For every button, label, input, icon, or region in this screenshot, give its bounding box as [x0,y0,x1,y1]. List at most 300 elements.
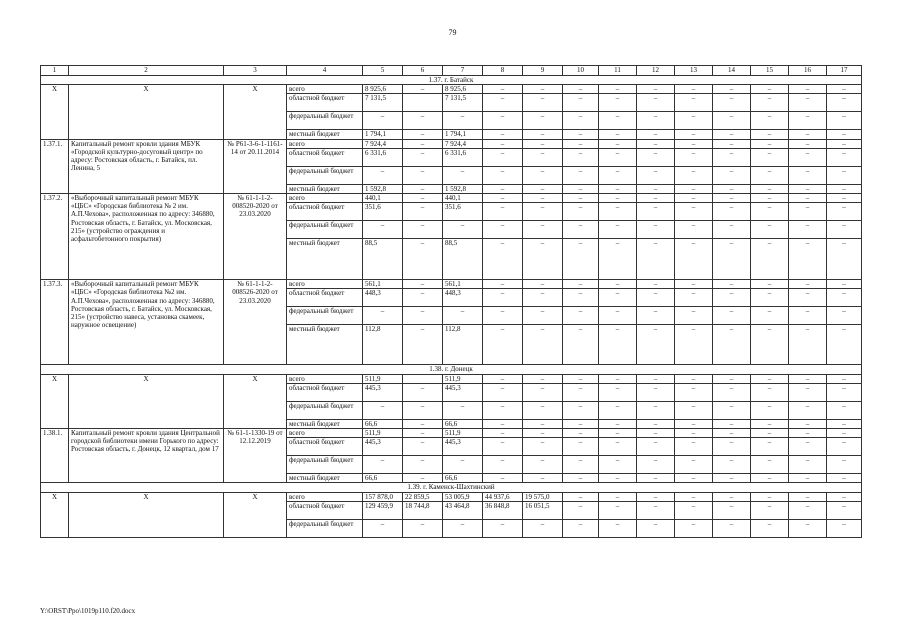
value-cell: – [403,419,443,428]
value-cell: 511,9 [363,374,403,383]
value-cell: – [599,139,637,148]
value-cell: 440,1 [443,194,483,203]
item-document: № 61-1-1-2-008520-2020 от 23.03.2020 [224,194,287,280]
value-cell: – [563,519,599,537]
value-cell: – [713,112,751,130]
value-cell: – [789,401,827,419]
value-cell: 112,8 [443,325,483,365]
value-cell: – [751,374,789,383]
value-cell: – [563,94,599,112]
value-cell: – [789,112,827,130]
value-cell: – [523,184,563,193]
value-cell: – [563,492,599,501]
value-cell: 448,3 [443,289,483,307]
value-cell: 66,6 [363,419,403,428]
value-cell: – [751,148,789,166]
value-cell: – [599,419,637,428]
value-cell: – [599,456,637,474]
value-cell: 7 131,5 [363,94,403,112]
value-cell: – [483,429,523,438]
value-cell: – [637,221,675,239]
value-cell: – [637,94,675,112]
value-cell: – [403,519,443,537]
value-cell: – [751,307,789,325]
x-mark: Х [69,374,224,428]
value-cell: – [599,519,637,537]
value-cell: – [403,429,443,438]
x-mark: Х [41,85,69,139]
value-cell: – [789,194,827,203]
column-header: 5 [363,66,403,76]
value-cell: – [403,194,443,203]
item-number: 1.37.1. [41,139,69,193]
value-cell: – [563,139,599,148]
budget-type-label: областной бюджет [287,438,363,456]
value-cell: – [599,401,637,419]
value-cell: – [363,519,403,537]
value-cell: – [523,374,563,383]
value-cell: – [599,148,637,166]
value-cell: 6 331,6 [443,148,483,166]
value-cell: – [675,130,713,139]
value-cell: – [751,419,789,428]
value-cell: 445,3 [443,383,483,401]
value-cell: – [637,501,675,519]
value-cell: – [675,166,713,184]
value-cell: – [789,289,827,307]
value-cell: – [403,456,443,474]
value-cell: – [483,519,523,537]
value-cell: – [523,85,563,94]
value-cell: – [563,166,599,184]
value-cell: – [483,456,523,474]
value-cell: – [675,325,713,365]
value-cell: – [637,474,675,483]
value-cell: 445,3 [363,383,403,401]
value-cell: – [483,325,523,365]
value-cell: – [713,130,751,139]
value-cell: – [751,429,789,438]
budget-type-label: областной бюджет [287,501,363,519]
value-cell: – [483,438,523,456]
value-cell: – [563,148,599,166]
value-cell: – [403,130,443,139]
budget-type-label: областной бюджет [287,383,363,401]
value-cell: – [827,374,862,383]
value-cell: – [827,221,862,239]
value-cell: – [523,307,563,325]
value-cell: – [483,239,523,280]
value-cell: – [751,519,789,537]
value-cell: 19 575,0 [523,492,563,501]
column-header: 11 [599,66,637,76]
value-cell: – [563,374,599,383]
value-cell: – [827,501,862,519]
value-cell: – [789,474,827,483]
value-cell: 112,8 [363,325,403,365]
value-cell: – [751,85,789,94]
value-cell: – [789,85,827,94]
value-cell: – [713,221,751,239]
value-cell: – [827,85,862,94]
x-mark: Х [41,492,69,537]
value-cell: – [563,203,599,221]
budget-type-label: областной бюджет [287,203,363,221]
value-cell: – [637,184,675,193]
value-cell: – [789,280,827,289]
value-cell: – [599,289,637,307]
value-cell: 157 878,0 [363,492,403,501]
column-header: 4 [287,66,363,76]
budget-type-label: федеральный бюджет [287,166,363,184]
value-cell: 16 051,5 [523,501,563,519]
value-cell: – [483,419,523,428]
value-cell: – [563,221,599,239]
column-header: 15 [751,66,789,76]
value-cell: – [827,94,862,112]
value-cell: – [789,203,827,221]
value-cell: – [789,429,827,438]
value-cell: – [637,130,675,139]
column-header: 3 [224,66,287,76]
value-cell: – [713,401,751,419]
budget-type-label: федеральный бюджет [287,307,363,325]
value-cell: – [827,474,862,483]
value-cell: – [713,148,751,166]
value-cell: – [637,148,675,166]
value-cell: – [713,374,751,383]
value-cell: – [675,519,713,537]
value-cell: – [827,194,862,203]
value-cell: – [675,438,713,456]
value-cell: 7 924,4 [363,139,403,148]
item-document: № 61-1-1330-19 от 12.12.2019 [224,429,287,483]
value-cell: – [483,148,523,166]
value-cell: – [403,474,443,483]
value-cell: – [403,239,443,280]
value-cell: 511,9 [363,429,403,438]
value-cell: – [483,184,523,193]
budget-row [41,429,862,438]
value-cell: – [675,456,713,474]
value-cell: – [403,203,443,221]
value-cell: – [789,419,827,428]
value-cell: – [563,456,599,474]
value-cell: – [637,203,675,221]
value-cell: – [713,519,751,537]
value-cell: – [637,374,675,383]
value-cell: – [713,438,751,456]
value-cell: – [483,374,523,383]
value-cell: – [599,280,637,289]
value-cell: – [637,383,675,401]
value-cell: – [827,438,862,456]
item-document: № Р61-3-6-1-1161-14 от 20.11.2014 [224,139,287,193]
value-cell: – [483,194,523,203]
value-cell: – [675,85,713,94]
value-cell: 43 464,8 [443,501,483,519]
value-cell: – [789,383,827,401]
value-cell: 44 937,6 [483,492,523,501]
value-cell: 561,1 [363,280,403,289]
value-cell: – [789,501,827,519]
column-header: 10 [563,66,599,76]
value-cell: – [403,148,443,166]
value-cell: – [523,239,563,280]
value-cell: – [789,456,827,474]
value-cell: – [675,501,713,519]
budget-type-label: федеральный бюджет [287,401,363,419]
column-header: 7 [443,66,483,76]
value-cell: 18 744,8 [403,501,443,519]
value-cell: – [637,401,675,419]
value-cell: – [637,492,675,501]
value-cell: – [713,325,751,365]
value-cell: – [483,307,523,325]
value-cell: – [563,239,599,280]
value-cell: – [789,519,827,537]
value-cell: 22 859,5 [403,492,443,501]
value-cell: – [523,474,563,483]
value-cell: – [675,307,713,325]
value-cell: – [675,112,713,130]
value-cell: – [363,456,403,474]
value-cell: – [483,401,523,419]
value-cell: – [713,194,751,203]
value-cell: – [523,280,563,289]
section-title: 1.38. г. Донецк [41,365,862,374]
section-title: 1.37. г. Батайск [41,76,862,85]
budget-type-label: федеральный бюджет [287,456,363,474]
item-number: 1.37.2. [41,194,69,280]
value-cell: – [675,203,713,221]
value-cell: – [523,419,563,428]
value-cell: – [789,438,827,456]
value-cell: – [563,383,599,401]
column-header: 6 [403,66,443,76]
value-cell: – [523,519,563,537]
value-cell: – [483,289,523,307]
value-cell: – [563,401,599,419]
value-cell: – [599,492,637,501]
budget-table [40,65,862,538]
value-cell: – [523,94,563,112]
budget-row [41,85,862,94]
value-cell: – [363,112,403,130]
value-cell: – [789,139,827,148]
value-cell: – [599,184,637,193]
value-cell: 351,6 [443,203,483,221]
value-cell: – [403,307,443,325]
item-description: Капитальный ремонт кровли здания Центральной городской библиотеки имени Горького по адресу: Ростовская область, г. Донецк, 12 квартал, дом 17 [69,429,224,483]
value-cell: – [637,85,675,94]
value-cell: – [443,307,483,325]
value-cell: – [599,203,637,221]
value-cell: – [523,383,563,401]
value-cell: – [523,139,563,148]
value-cell: – [599,438,637,456]
value-cell: – [713,280,751,289]
item-description: «Выборочный капитальный ремонт МБУК «ЦБС» «Городская библиотека №2 им. А.П.Чехова», расположенная по адресу: 346880, Ростовская область, г. Батайск, ул. Московская, 215» (устройство навеса, установка скамеек, наружное освещение) [69,280,224,365]
value-cell: 440,1 [363,194,403,203]
value-cell: – [827,289,862,307]
column-header: 14 [713,66,751,76]
value-cell: – [827,325,862,365]
value-cell: – [363,166,403,184]
value-cell: – [483,474,523,483]
value-cell: – [599,194,637,203]
value-cell [403,94,443,112]
value-cell: – [789,94,827,112]
value-cell: – [599,166,637,184]
value-cell: – [827,184,862,193]
value-cell: – [713,419,751,428]
column-header: 12 [637,66,675,76]
column-header: 13 [675,66,713,76]
budget-type-label: федеральный бюджет [287,519,363,537]
value-cell: 445,3 [363,438,403,456]
value-cell: – [675,383,713,401]
value-cell: – [713,383,751,401]
value-cell: – [523,112,563,130]
value-cell: – [563,429,599,438]
budget-type-label: областной бюджет [287,289,363,307]
value-cell: 88,5 [443,239,483,280]
value-cell: 66,6 [443,419,483,428]
budget-type-label: местный бюджет [287,474,363,483]
budget-row [41,194,862,203]
value-cell: 448,3 [363,289,403,307]
section-title-row [41,365,862,374]
value-cell: – [599,85,637,94]
value-cell: – [403,325,443,365]
value-cell: – [483,203,523,221]
value-cell: – [599,383,637,401]
value-cell: – [751,203,789,221]
value-cell: – [523,429,563,438]
value-cell: – [403,85,443,94]
value-cell: – [523,148,563,166]
value-cell: – [713,492,751,501]
value-cell: – [599,307,637,325]
value-cell: – [713,239,751,280]
value-cell: – [675,401,713,419]
value-cell: 129 459,9 [363,501,403,519]
value-cell: – [751,221,789,239]
value-cell: 511,9 [443,374,483,383]
value-cell: – [675,194,713,203]
value-cell: 36 848,8 [483,501,523,519]
value-cell: – [403,289,443,307]
value-cell: – [827,130,862,139]
value-cell: 8 925,6 [443,85,483,94]
value-cell: – [637,456,675,474]
value-cell: – [403,139,443,148]
value-cell: – [675,374,713,383]
value-cell: – [523,289,563,307]
value-cell: – [563,280,599,289]
value-cell: – [675,492,713,501]
value-cell: – [789,307,827,325]
x-mark: Х [41,374,69,428]
value-cell: – [563,85,599,94]
value-cell: – [483,139,523,148]
value-cell: – [563,474,599,483]
value-cell: – [483,383,523,401]
value-cell: – [599,474,637,483]
value-cell: – [563,289,599,307]
value-cell: – [827,383,862,401]
value-cell: – [827,492,862,501]
value-cell: – [713,166,751,184]
value-cell: – [751,492,789,501]
value-cell: – [483,166,523,184]
value-cell: – [675,139,713,148]
value-cell: – [523,401,563,419]
value-cell: 561,1 [443,280,483,289]
value-cell: 1 592,8 [363,184,403,193]
value-cell: – [789,184,827,193]
value-cell: 511,9 [443,429,483,438]
value-cell: – [563,307,599,325]
value-cell: – [827,456,862,474]
budget-type-label: областной бюджет [287,94,363,112]
value-cell: – [637,139,675,148]
value-cell: – [637,112,675,130]
value-cell: – [789,374,827,383]
section-title-row [41,76,862,85]
budget-row [41,374,862,383]
budget-type-label: федеральный бюджет [287,221,363,239]
value-cell: – [751,401,789,419]
value-cell: – [599,374,637,383]
value-cell: – [563,194,599,203]
value-cell: – [675,429,713,438]
value-cell: – [789,148,827,166]
value-cell: – [637,239,675,280]
budget-type-label: местный бюджет [287,130,363,139]
budget-type-label: местный бюджет [287,239,363,280]
value-cell: – [751,474,789,483]
value-cell: – [403,401,443,419]
value-cell: – [403,280,443,289]
value-cell: – [751,289,789,307]
value-cell: – [637,289,675,307]
value-cell: – [751,166,789,184]
value-cell: – [563,112,599,130]
value-cell: – [637,438,675,456]
column-header: 17 [827,66,862,76]
value-cell: – [363,221,403,239]
value-cell: – [751,112,789,130]
column-header: 8 [483,66,523,76]
budget-type-label: местный бюджет [287,184,363,193]
value-cell: – [599,130,637,139]
value-cell: – [599,94,637,112]
value-cell: 66,6 [443,474,483,483]
value-cell: – [523,130,563,139]
value-cell: – [827,148,862,166]
value-cell: – [751,456,789,474]
x-mark: Х [224,85,287,139]
value-cell: – [713,139,751,148]
value-cell: – [827,419,862,428]
value-cell: – [637,194,675,203]
value-cell: – [443,166,483,184]
value-cell: – [443,401,483,419]
value-cell: – [675,239,713,280]
value-cell: – [713,94,751,112]
